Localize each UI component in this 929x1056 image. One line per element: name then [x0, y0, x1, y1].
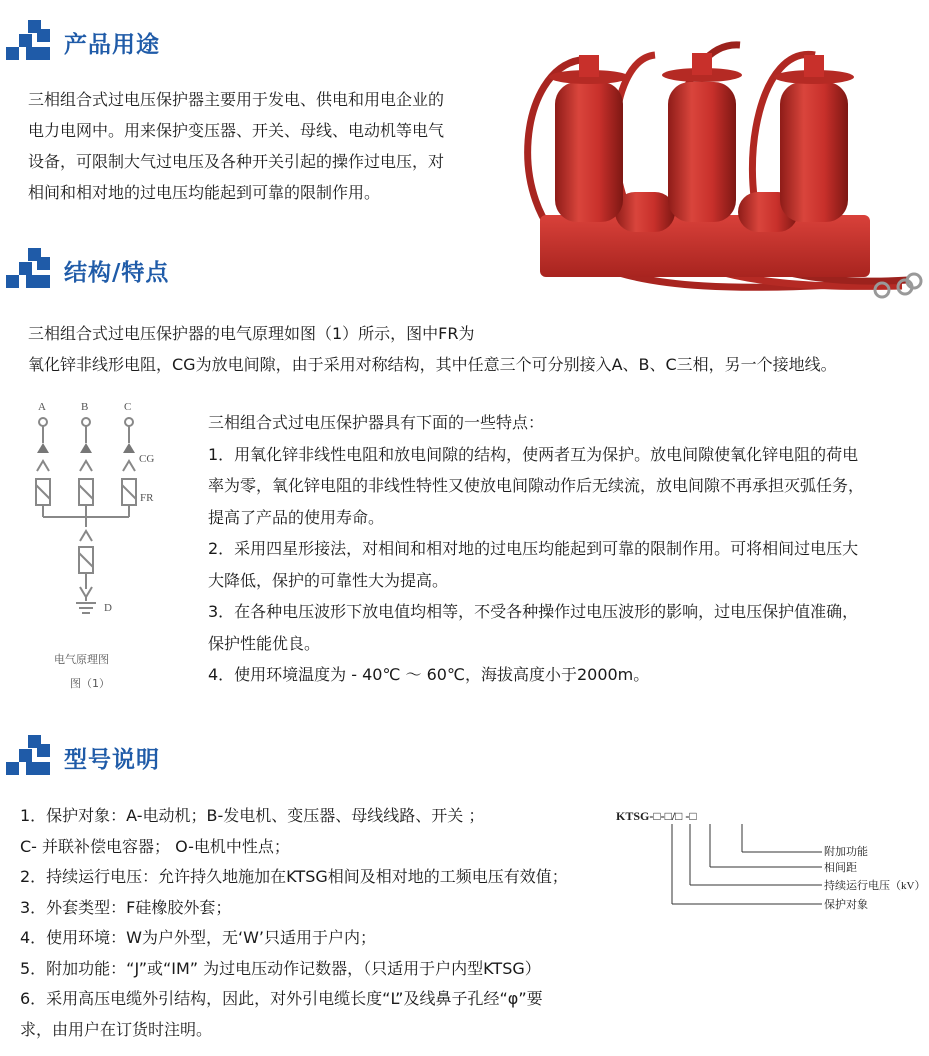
section-heading-model: [6, 735, 160, 779]
text-line: 氧化锌非线形电阻，CG为放电间隙，由于采用对称结构，其中任意三个可分别接入A、B、C三相，另一个接地线。: [28, 355, 837, 374]
features-intro: 三相组合式过电压保护器具有下面的一些特点：: [208, 413, 545, 432]
label-phase-a: A: [38, 401, 46, 413]
feature-line: 4．使用环境温度为 - 40℃ ～ 60℃，海拔高度小于2000m。: [208, 665, 650, 684]
label-fr: FR: [140, 492, 154, 504]
label-ground: D: [104, 602, 112, 614]
text-line: 三相组合式过电压保护器主要用于发电、供电和用电企业的: [28, 90, 445, 109]
feature-line: 大降低，保护的可靠性大为提高。: [208, 570, 449, 590]
model-line: 1．保护对象：A-电动机；B-发电机、变压器、母线线路、开关 ；: [20, 806, 485, 825]
text-line: 三相组合式过电压保护器的电气原理如图（1）所示，图中FR为: [28, 324, 475, 343]
usage-paragraph: [28, 84, 444, 208]
product-image: [510, 0, 929, 318]
text-line: 电力电网中。用来保护变压器、开关、母线、电动机等电气: [28, 121, 445, 140]
text-line: 相间和相对地的过电压均能起到可靠的限制作用。: [28, 183, 381, 202]
squares-icon: [6, 735, 50, 779]
model-line: 求，由用户在订货时注明。: [20, 1019, 213, 1039]
feature-line: 2．采用四星形接法，对相间和相对地的过电压均能起到可靠的限制作用。可将相间过电压大: [208, 539, 859, 558]
model-description-list: [20, 801, 568, 1045]
model-code: KTSG-□-□/□ -□: [616, 809, 697, 823]
model-line: 3．外套类型：F硅橡胶外套；: [20, 897, 232, 917]
label-cg: CG: [139, 453, 155, 465]
features-list: [208, 407, 918, 691]
model-label-extra: 附加功能: [824, 846, 868, 858]
feature-line: 1．用氧化锌非线性电阻和放电间隙的结构，使两者互为保护。放电间隙使氧化锌电阻的荷电: [208, 444, 859, 464]
circuit-diagram: [24, 395, 174, 695]
label-phase-b: B: [81, 401, 89, 413]
section-title: 型号说明: [64, 746, 160, 773]
model-line: 6．采用高压电缆外引结构，因此，对外引电缆长度“L”及线鼻子孔经“φ”要: [20, 989, 543, 1008]
structure-paragraph: [28, 318, 837, 380]
feature-line: 保护性能优良。: [208, 633, 321, 653]
squares-icon: [6, 248, 50, 292]
section-heading-usage: [6, 20, 160, 64]
feature-line: 3．在各种电压波形下放电值均相等，不受各种操作过电压波形的影响，过电压保护值准确，: [208, 602, 859, 621]
section-title: 产品用途: [64, 31, 160, 58]
section-title: 结构/特点: [64, 259, 170, 286]
feature-line: 提高了产品的使用寿命。: [208, 507, 385, 527]
model-label-target: 保护对象: [824, 899, 868, 911]
model-line: C- 并联补偿电容器； O-电机中性点；: [20, 836, 290, 856]
caption-title: 电气原理图: [54, 653, 109, 666]
model-label-voltage: 持续运行电压（kV）: [824, 880, 926, 892]
section-heading-structure: [6, 248, 169, 292]
model-code-diagram: [610, 800, 926, 915]
label-phase-c: C: [124, 401, 132, 413]
text-line: 设备，可限制大气过电压及各种开关引起的操作过电压，对: [28, 152, 445, 171]
model-line: 2．持续运行电压：允许持久地施加在KTSG相间及相对地的工频电压有效值；: [20, 867, 568, 886]
model-label-spacing: 相间距: [824, 862, 857, 874]
caption-figure: 图（1）: [70, 677, 110, 690]
squares-icon: [6, 20, 50, 64]
feature-line: 率为零，氧化锌电阻的非线性特性又使放电间隙动作后无续流，放电间隙不再承担灭弧任务，: [208, 476, 865, 495]
model-line: 5．附加功能：“J”或“IM” 为过电压动作记数器，（只适用于户内型KTSG）: [20, 958, 541, 978]
model-line: 4．使用环境：W为户外型，无‘W’只适用于户内；: [20, 928, 376, 947]
